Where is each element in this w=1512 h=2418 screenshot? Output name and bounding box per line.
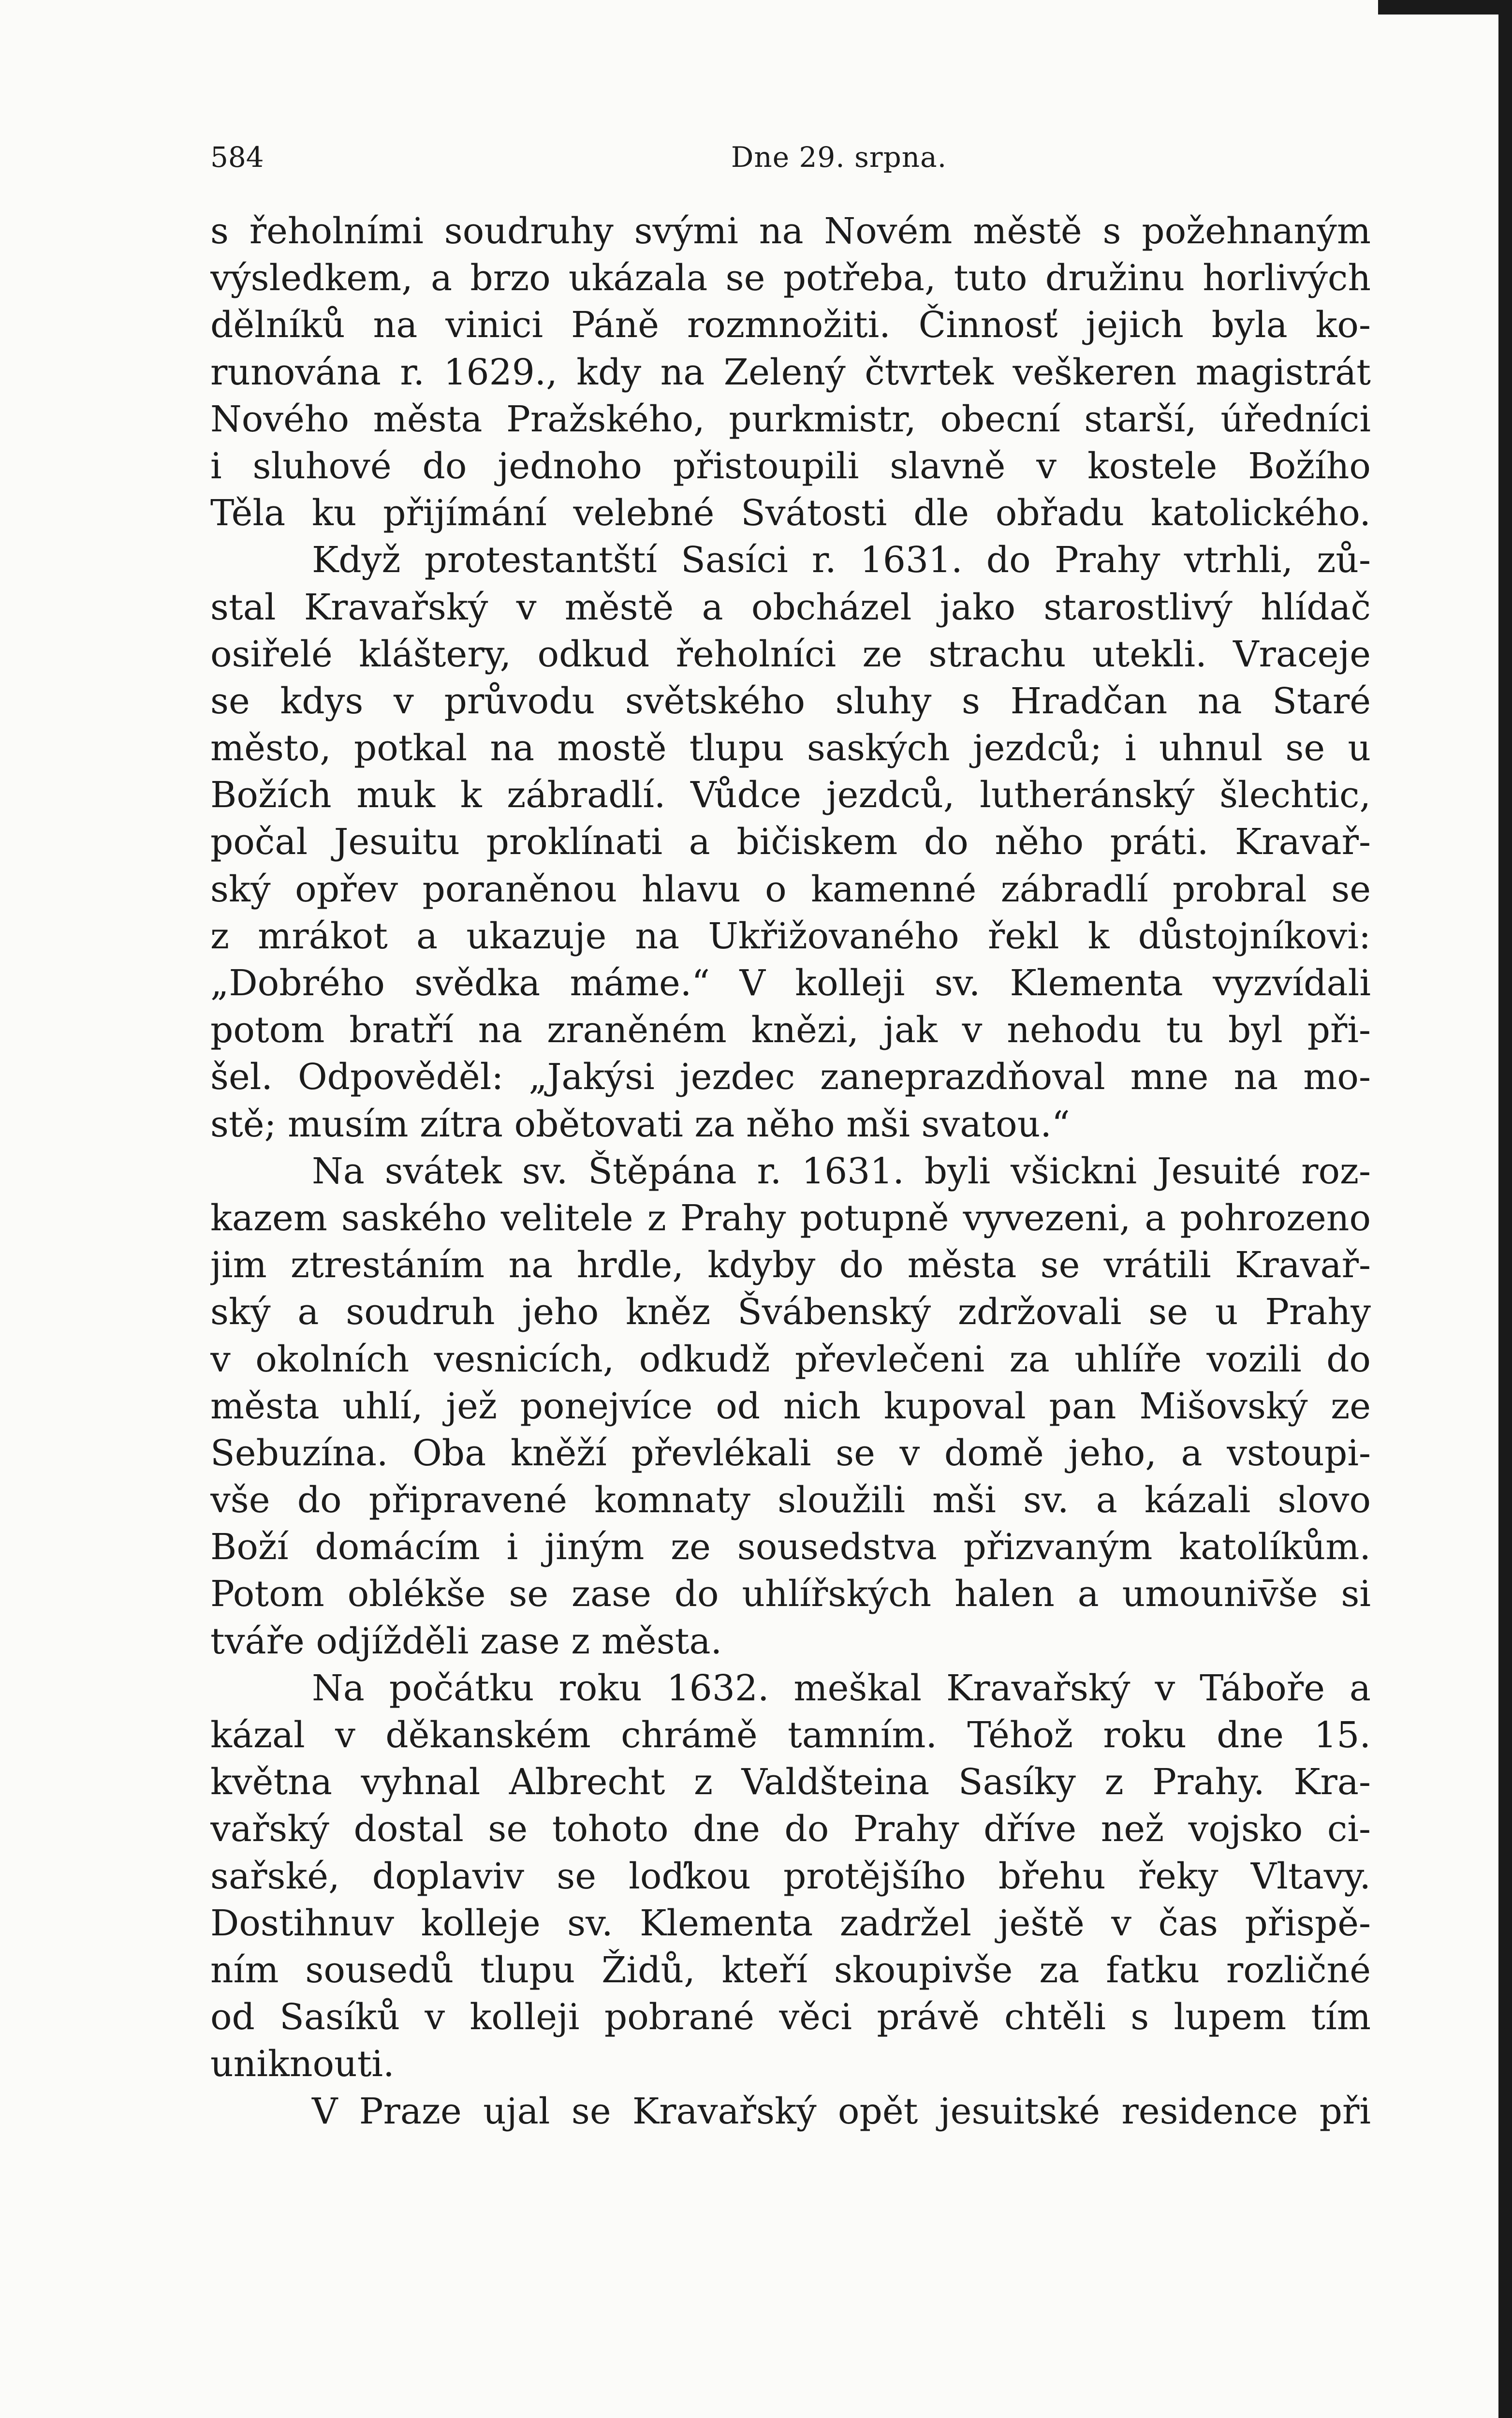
- running-head: Dne 29. srpna.: [731, 141, 947, 174]
- text-line: sařské, doplaviv se loďkou protějšího břehu řeky Vltavy.: [210, 1855, 1371, 1897]
- text-line: počal Jesuitu proklínati a bičiskem do něho práti. Kravař-: [210, 821, 1371, 863]
- text-line: května vyhnal Albrecht z Valdšteina Sasíky z Prahy. Kra-: [210, 1761, 1371, 1803]
- text-line: kázal v děkanském chrámě tamním. Téhož roku dne 15.: [210, 1714, 1371, 1756]
- text-line: runována r. 1629., kdy na Zelený čtvrtek veškeren magistrát: [210, 351, 1371, 393]
- text-line: město, potkal na mostě tlupu saských jezdců; i uhnul se u: [210, 727, 1371, 769]
- text-line: dělníků na vinici Páně rozmnožiti. Činnosť jejich byla ko-: [210, 304, 1371, 346]
- text-line: vše do připravené komnaty sloužili mši sv. a kázali slovo: [210, 1479, 1371, 1521]
- scan-edge-top: [1378, 0, 1512, 15]
- text-line: potom bratří na zraněném knězi, jak v nehodu tu byl při-: [210, 1009, 1371, 1051]
- text-line: Boží domácím i jiným ze sousedstva přizvaným katolíkům.: [210, 1526, 1371, 1568]
- text-line: Sebuzína. Oba kněží převlékali se v domě jeho, a vstoupi-: [210, 1432, 1371, 1474]
- text-line: v okolních vesnicích, odkudž převlečeni za uhlíře vozili do: [210, 1338, 1371, 1380]
- scan-edge-right: [1498, 0, 1512, 2418]
- text-line: Božích muk k zábradlí. Vůdce jezdců, lutheránský šlechtic,: [210, 774, 1371, 816]
- text-line: osiřelé kláštery, odkud řeholníci ze strachu utekli. Vraceje: [210, 633, 1371, 675]
- text-line: s řeholními soudruhy svými na Novém městě s požehnaným: [210, 210, 1371, 252]
- text-line: Na svátek sv. Štěpána r. 1631. byli všickni Jesuité roz-: [312, 1150, 1371, 1192]
- text-line: V Praze ujal se Kravařský opět jesuitské residence při: [312, 2090, 1371, 2132]
- page-header: [210, 135, 1371, 179]
- text-line: Nového města Pražského, purkmistr, obecní starší, úředníci: [210, 398, 1371, 440]
- text-line: ský opřev poraněnou hlavu o kamenné zábradlí probral se: [210, 868, 1371, 910]
- text-line: uniknouti.: [210, 2043, 395, 2085]
- text-line: výsledkem, a brzo ukázala se potřeba, tuto družinu horlivých: [210, 257, 1371, 299]
- text-line: ský a soudruh jeho kněz Švábenský zdržovali se u Prahy: [210, 1291, 1371, 1333]
- text-line: i sluhové do jednoho přistoupili slavně v kostele Božího: [210, 445, 1371, 487]
- text-line: z mrákot a ukazuje na Ukřižovaného řekl k důstojníkovi:: [210, 915, 1371, 957]
- text-line: se kdys v průvodu světského sluhy s Hradčan na Staré: [210, 680, 1371, 722]
- text-line: Dostihnuv kolleje sv. Klementa zadržel ještě v čas přispě-: [210, 1902, 1371, 1944]
- text-line: stal Kravařský v městě a obcházel jako starostlivý hlídač: [210, 586, 1371, 628]
- text-line: města uhlí, jež ponejvíce od nich kupoval pan Mišovský ze: [210, 1385, 1371, 1427]
- text-line: kazem saského velitele z Prahy potupně vyvezeni, a pohrozeno: [210, 1197, 1371, 1239]
- text-line: „Dobrého svědka máme.“ V kolleji sv. Klementa vyzvídali: [210, 962, 1371, 1004]
- body-text: [210, 208, 1371, 2135]
- text-line: od Sasíků v kolleji pobrané věci právě chtěli s lupem tím: [210, 1996, 1371, 2038]
- text-line: Těla ku přijímání velebné Svátosti dle obřadu katolického.: [210, 492, 1371, 534]
- page-number: 584: [210, 141, 264, 174]
- text-line: Když protestantští Sasíci r. 1631. do Prahy vtrhli, zů-: [312, 539, 1371, 581]
- text-line: ním sousedů tlupu Židů, kteří skoupivše za fatku rozličné: [210, 1949, 1371, 1991]
- text-line: tváře odjížděli zase z města.: [210, 1620, 722, 1662]
- text-line: stě; musím zítra obětovati za něho mši svatou.“: [210, 1103, 1070, 1145]
- text-line: jim ztrestáním na hrdle, kdyby do města se vrátili Kravař-: [210, 1244, 1371, 1286]
- text-line: šel. Odpověděl: „Jakýsi jezdec zaneprazdňoval mne na mo-: [210, 1056, 1371, 1098]
- text-line: Na počátku roku 1632. meškal Kravařský v Táboře a: [312, 1667, 1371, 1709]
- text-line: vařský dostal se tohoto dne do Prahy dříve než vojsko ci-: [210, 1808, 1371, 1850]
- text-line: Potom oblékše se zase do uhlířských halen a umouniv̄še si: [210, 1573, 1371, 1615]
